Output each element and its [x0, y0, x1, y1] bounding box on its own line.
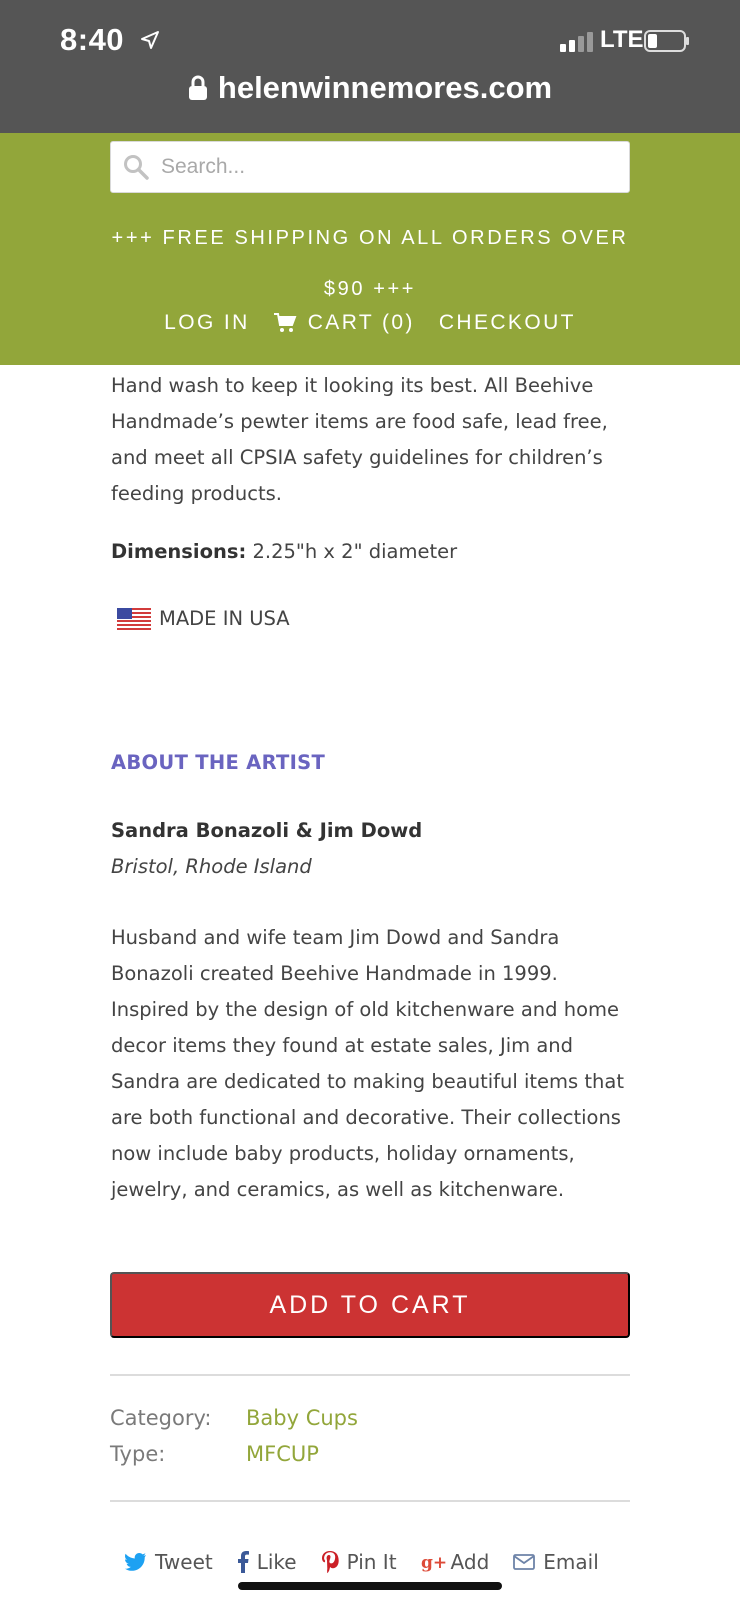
- artist-bio: Husband and wife team Jim Dowd and Sandra Bonazoli created Beehive Handmade in 1999. Inspired by the design of old kitchenware and home decor items they found at estate sales, Jim and Sandra are dedicated to making beautiful items that are both functional and decorative. Their collections now include baby products, holiday ornaments, jewelry, and ceramics, as well as kitchenware.: [111, 926, 624, 1201]
- login-link[interactable]: LOG IN: [164, 311, 250, 334]
- like-label: Like: [256, 1550, 297, 1574]
- about-artist-heading: ABOUT THE ARTIST: [111, 751, 326, 774]
- tweet-button[interactable]: [125, 1550, 213, 1574]
- search-icon: [123, 154, 149, 180]
- address-bar[interactable]: [0, 70, 740, 114]
- url-text: helenwinnemores.com: [217, 70, 553, 105]
- artist-location: Bristol, Rhode Island: [111, 855, 312, 878]
- browser-bar: [0, 0, 740, 133]
- dimensions-value: 2.25"h x 2" diameter: [246, 540, 458, 563]
- svg-text:g+: g+: [420, 1553, 447, 1573]
- divider: [110, 1500, 630, 1502]
- promo-line-2: $90 +++: [323, 278, 417, 300]
- checkout-link[interactable]: CHECKOUT: [438, 311, 576, 334]
- store-header: [0, 133, 740, 365]
- top-nav: [0, 311, 740, 335]
- envelope-icon: [513, 1554, 535, 1570]
- promo-line-1: +++ FREE SHIPPING ON ALL ORDERS OVER: [111, 227, 629, 249]
- google-plus-icon: [420, 1553, 447, 1573]
- us-flag-icon: [117, 608, 151, 630]
- signal-strength-icon: [560, 32, 596, 52]
- divider: [110, 1374, 630, 1376]
- dimensions-label: Dimensions:: [111, 540, 247, 563]
- twitter-icon: [125, 1553, 147, 1571]
- like-button[interactable]: [237, 1550, 297, 1574]
- dimensions: [111, 540, 457, 563]
- add-label: Add: [450, 1550, 490, 1574]
- google-plus-button[interactable]: [421, 1550, 490, 1574]
- type-label: Type:: [110, 1442, 166, 1466]
- status-time: 8:40: [60, 22, 125, 57]
- cart-icon: [274, 313, 296, 333]
- promo-banner: [0, 213, 740, 315]
- category-link[interactable]: Baby Cups: [246, 1406, 358, 1430]
- battery-icon: [644, 30, 690, 52]
- pin-button[interactable]: [321, 1550, 397, 1574]
- cart-label: CART (0): [307, 311, 415, 334]
- category-label: Category:: [110, 1406, 212, 1430]
- network-type: LTE: [600, 26, 644, 53]
- made-in-label: MADE IN USA: [159, 607, 290, 630]
- lock-icon: [188, 75, 208, 101]
- cart-link[interactable]: [274, 311, 415, 335]
- email-label: Email: [543, 1550, 599, 1574]
- pinterest-icon: [321, 1551, 339, 1573]
- share-bar: [125, 1550, 625, 1574]
- home-indicator[interactable]: [238, 1582, 502, 1590]
- location-arrow-icon: [140, 30, 160, 50]
- artist-name: Sandra Bonazoli & Jim Dowd: [111, 819, 423, 842]
- facebook-icon: [237, 1551, 249, 1573]
- made-in-usa: [117, 607, 290, 630]
- pin-label: Pin It: [346, 1550, 397, 1574]
- care-text: Hand wash to keep it looking its best. All Beehive Handmade’s pewter items are food safe, lead free, and meet all CPSIA safety guidelines for children’s feeding products.: [111, 374, 608, 505]
- email-button[interactable]: [513, 1550, 599, 1574]
- tweet-label: Tweet: [155, 1550, 213, 1574]
- type-link[interactable]: MFCUP: [246, 1442, 319, 1466]
- search-box[interactable]: [110, 141, 630, 193]
- add-to-cart-button[interactable]: ADD TO CART: [110, 1272, 630, 1338]
- search-input[interactable]: [161, 155, 601, 179]
